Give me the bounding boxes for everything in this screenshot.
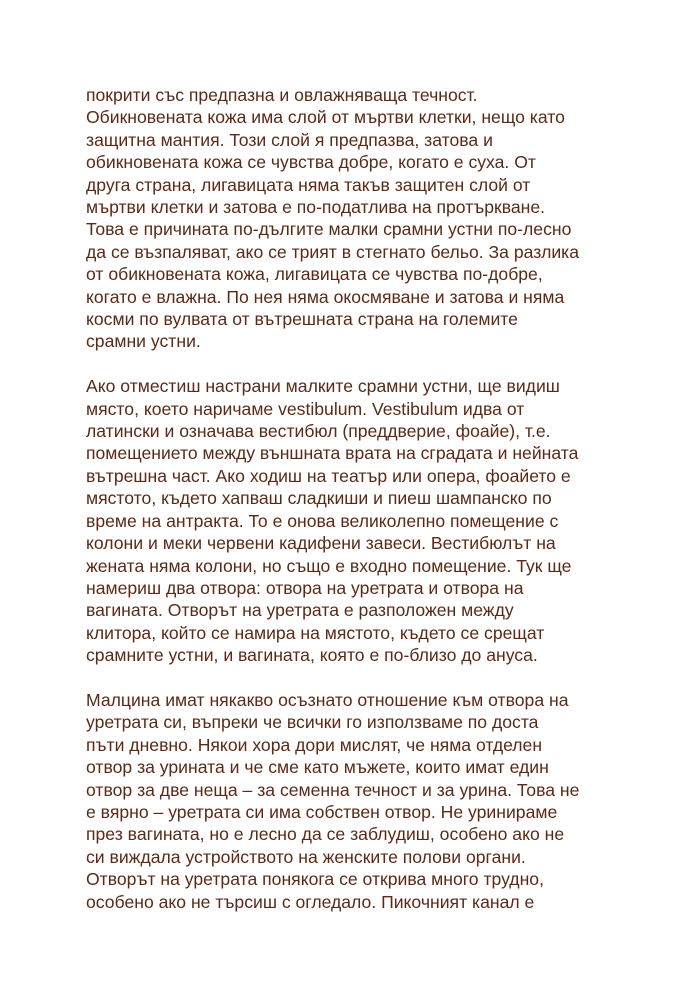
text-line: мъртви клетки и затова е по-податлива на протъркване. (86, 197, 546, 218)
text-line: срамните устни, и вагината, която е по-близо до ануса. (86, 645, 538, 666)
text-line: вагината. Отворът на уретрата е разположен между (86, 600, 514, 621)
text-line: място, което наричаме vestibulum. Vestibulum идва от (86, 398, 525, 419)
text-line: да се възпаляват, ако се трият в стегнато бельо. За разлика (86, 241, 580, 262)
text-line: колони и меки червени кадифени завеси. Вестибюлът на (86, 533, 556, 554)
text-line: време на антракта. То е онова великолепно помещение с (86, 510, 559, 531)
text-line: жената няма колони, но също е входно помещение. Тук ще (86, 555, 572, 576)
text-line: Отворът на уретрата понякога се открива много трудно, (86, 869, 544, 890)
paragraph-3 (86, 689, 631, 913)
text-line: особено ако не търсиш с огледало. Пикочният канал е (86, 891, 535, 912)
text-line: когато е влажна. По нея няма окосмяване и затова и няма (86, 286, 565, 307)
text-line: клитора, който се намира на мястото, където се срещат (86, 622, 545, 643)
text-line: пъти дневно. Някои хора дори мислят, че няма отделен (86, 734, 543, 755)
text-line: вътрешна част. Ако ходиш на театър или опера, фоайето е (86, 465, 571, 486)
text-line: Това е причината по-дългите малки срамни устни по-лесно (86, 219, 572, 240)
text-line: срамни устни. (86, 331, 201, 352)
text-line: уретрата си, въпреки че всички го използваме по доста (86, 712, 539, 733)
text-line: Ако отместиш настрани малките срамни устни, ще видиш (86, 376, 560, 397)
text-line: помещението между външната врата на сградата и нейната (86, 443, 579, 464)
text-line: защитна мантия. Този слой я предпазва, затова и (86, 129, 493, 150)
text-line: латински и означава вестибюл (преддверие, фоайе), т.е. (86, 421, 551, 442)
text-line: косми по вулвата от вътрешната страна на големите (86, 309, 518, 330)
text-line: Малцина имат някакво осъзнато отношение към отвора на (86, 689, 569, 710)
text-line: покрити със предпазна и овлажняваща течност. (86, 85, 478, 105)
text-line: отвор за две неща – за семенна течност и за урина. Това не (86, 779, 580, 800)
text-line: е вярно – уретрата си има собствен отвор. Не уринираме (86, 801, 558, 822)
paragraph-2 (86, 375, 631, 666)
text-line: мястото, където хапваш сладкиши и пиеш шампанско по (86, 488, 552, 509)
text-line: Обикновената кожа има слой от мъртви клетки, нещо като (86, 107, 565, 128)
text-line: от обикновената кожа, лигавицата се чувства по-добре, (86, 264, 543, 285)
body-text (86, 84, 631, 935)
text-line: обикновената кожа се чувства добре, когато е суха. От (86, 152, 536, 173)
text-line: друга страна, лигавицата няма такъв защитен слой от (86, 174, 531, 195)
paragraph-1 (86, 84, 631, 353)
text-line: през вагината, но е лесно да се заблудиш, особено ако не (86, 824, 565, 845)
text-line: намериш два отвора: отвора на уретрата и отвора на (86, 577, 524, 598)
text-line: отвор за урината и че сме като мъжете, които имат един (86, 757, 549, 778)
text-line: си виждала устройството на женските полови органи. (86, 846, 526, 867)
